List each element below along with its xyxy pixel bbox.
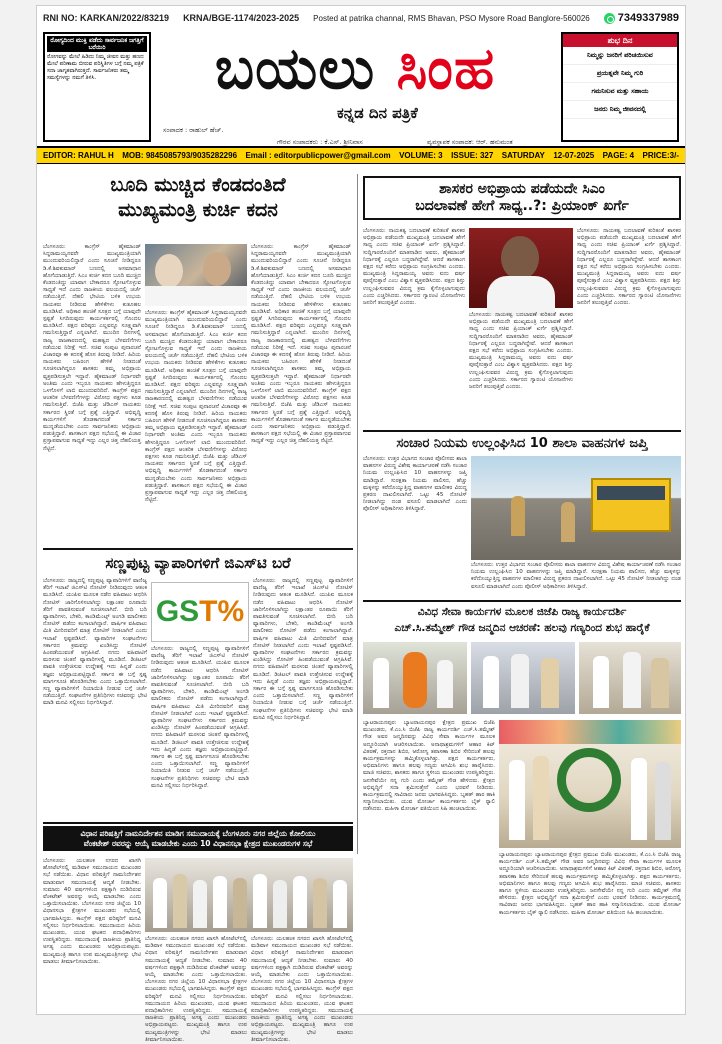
- article-headline: ವಿಧಾನ ಪರಿಷತ್ತಿಗೆ ನಾಮನಿರ್ದೇಶನ ಮಾಡಿಗ ಸಮುದಾಯಕ್ಕೆ ಬೆಂಗಳೂರು ನಗರ ಜಿಲ್ಲೆಯ ಕೋಲಿಯು: [80, 829, 316, 838]
- article-body-cont: ಬ್ಯಾಟರಾಯನಪುರ: ಬ್ಯಾಟರಾಯನಪುರ ಕ್ಷೇತ್ರದ ಪ್ರಮುಖ ಬಿಜೆಪಿ ಮುಖಂಡರು, ಕೆ.ಎಂ.ಸಿ ಬಿಜೆಪಿ ರಾಜ್ಯ ಕಾರ್ಯದರ್ಶಿ ಎಚ್.ಸಿ.ತಮ್ಮೇಶ್ ಗೌಡ ಅವರ ಜನ್ಮದಿನವನ್ನು ವಿವಿಧ ಸೇವಾ ಕಾರ್ಯಗಳ ಮೂಲಕ ಅದ್ದೂರಿಯಾಗಿ ಆಚರಿಸಲಾಯಿತು. ಅನಾಥಾಶ್ರಮಗಳಿಗೆ ಆಹಾರ ಕಿಟ್ ವಿತರಣೆ, ರಕ್ತದಾನ ಶಿಬಿರ, ಆರೋಗ್ಯ ತಪಾಸಣಾ ಶಿಬಿರ ಸೇರಿದಂತೆ ಹಲವು ಕಾರ್ಯಕ್ರಮಗಳನ್ನು ಹಮ್ಮಿಕೊಳ್ಳಲಾಗಿತ್ತು. ಪಕ್ಷದ ಕಾರ್ಯಕರ್ತರು, ಅಭಿಮಾನಿಗಳು ಹಾಗೂ ಹಲವು ಗಣ್ಯರು ಆಗಮಿಸಿ ಶುಭ ಹಾರೈಸಿದರು. ಮಾಜಿ ಸಚಿವರು, ಶಾಸಕರು ಹಾಗೂ ಸ್ಥಳೀಯ ಮುಖಂಡರು ಉಪಸ್ಥಿತರಿದ್ದರು. ಜನಸೇವೆಯೇ ನನ್ನ ಗುರಿ ಎಂದು ತಮ್ಮೇಶ್ ಗೌಡ ಹೇಳಿದರು. ಕ್ಷೇತ್ರದ ಅಭಿವೃದ್ಧಿಗೆ ಸದಾ ಶ್ರಮಿಸುತ್ತೇನೆ ಎಂದು ಭರವಸೆ ನೀಡಿದರು. ಕಾರ್ಯಕ್ರಮದಲ್ಲಿ ಸಾವಿರಾರು ಜನರು ಭಾಗವಹಿಸಿದ್ದರು. ಬೃಹತ್ ಹಾರ ಹಾಕಿ ಸನ್ಮಾನಿಸಲಾಯಿತು. ಯುವ ಮೋರ್ಚಾ ಕಾರ್ಯಕರ್ತರು ಬೈಕ್ ರ‍್ಯಾಲಿ ನಡೆಸಿದರು. ಮಹಿಳಾ ಮೋರ್ಚಾ ವತಿಯಿಂದ ಸಿಹಿ ಹಂಚಲಾಯಿತು.: [499, 852, 681, 916]
- article-body: ಬೆಂಗಳೂರು: ಕಾಂಗ್ರೆಸ್ ಹೈಕಮಾಂಡ್ ಸಿದ್ದರಾಮಯ್ಯನವರೇ ಮುಖ್ಯಮಂತ್ರಿಯಾಗಿ ಮುಂದುವರಿಯಲಿದ್ದಾರೆ ಎಂದು ಸೂಚನೆ ನೀಡಿದ್ದರೂ ಡಿ.ಕೆ.ಶಿವಕುಮಾರ್ ಬಣದಲ್ಲಿ ಅಸಮಾಧಾನ ಹೊಗೆಯಾಡುತ್ತಿದೆ. ಸಿಎಂ ಕುರ್ಚಿ ಕದನ ಬೂದಿ ಮುಚ್ಚಿದ ಕೆಂಡದಂತಿದ್ದು ಯಾವಾಗ ಬೇಕಾದರೂ ಸ್ಫೋಟಗೊಳ್ಳುವ ಸಾಧ್ಯತೆ ಇದೆ ಎಂದು ರಾಜಕೀಯ ವಲಯದಲ್ಲಿ ಚರ್ಚೆ ನಡೆಯುತ್ತಿದೆ. ದೆಹಲಿ ಭೇಟಿಯ ಬಳಿಕ ಉಭಯ ನಾಯಕರು ನೀಡಿರುವ ಹೇಳಿಕೆಗಳು ಕುತೂಹಲ ಮೂಡಿಸಿವೆ. ಅಧಿಕಾರ ಹಂಚಿಕೆ ಸೂತ್ರದ ಬಗ್ಗೆ ಯಾವುದೇ ಸ್ಪಷ್ಟತೆ ಸಿಗದಿರುವುದು ಕಾರ್ಯಕರ್ತರಲ್ಲಿ ಗೊಂದಲ ಮೂಡಿಸಿದೆ. ಪಕ್ಷದ ವರಿಷ್ಠರು ಎಲ್ಲವನ್ನೂ ಸೂಕ್ಷ್ಮವಾಗಿ ಗಮನಿಸುತ್ತಿದ್ದಾರೆ ಎನ್ನಲಾಗಿದೆ. ಮುಂದಿನ ದಿನಗಳಲ್ಲಿ ರಾಜ್ಯ ರಾಜಕಾರಣದಲ್ಲಿ ಮಹತ್ವದ ಬೆಳವಣಿಗೆಗಳು ನಡೆಯುವ ನಿರೀಕ್ಷೆ ಇದೆ. ಸಚಿವ ಸಂಪುಟ ಪುನಾರಚನೆ ವಿಚಾರವೂ ಈ ಕದನಕ್ಕೆ ಹೊಸ ತಿರುವು ನೀಡಿದೆ. ಹಿರಿಯ ನಾಯಕರು ಬಹಿರಂಗ ಹೇಳಿಕೆ ನೀಡದಂತೆ ಸೂಚಿಸಲಾಗಿದ್ದರೂ ಶಾಸಕರು ತಮ್ಮ ಅಭಿಪ್ರಾಯ ವ್ಯಕ್ತಪಡಿಸುತ್ತಲೇ ಇದ್ದಾರೆ. ಹೈಕಮಾಂಡ್ ನಿರ್ಧಾರವೇ ಅಂತಿಮ ಎಂದು ಇಬ್ಬರೂ ನಾಯಕರು ಹೇಳುತ್ತಿದ್ದರೂ ಒಳಗೊಳಗೆ ಲಾಬಿ ಮುಂದುವರಿದಿದೆ. ಕಾಂಗ್ರೆಸ್ ಪಕ್ಷದ ಆಂತರಿಕ ಬೆಳವಣಿಗೆಗಳನ್ನು ವಿರೋಧ ಪಕ್ಷಗಳು ಕೂಡ ಗಮನಿಸುತ್ತಿವೆ. ಬಿಜೆಪಿ ಮತ್ತು ಜೆಡಿಎಸ್ ನಾಯಕರು ಸರ್ಕಾರದ ಸ್ಥಿರತೆ ಬಗ್ಗೆ ಪ್ರಶ್ನೆ ಎತ್ತಿದ್ದಾರೆ. ಅಭಿವೃದ್ಧಿ ಕಾರ್ಯಗಳಿಗೆ ತೊಡಕಾಗದಂತೆ ಸರ್ಕಾರ ಮುನ್ನಡೆಯಬೇಕು ಎಂದು ಸಾರ್ವಜನಿಕರು ಅಭಿಪ್ರಾಯ ಪಡುತ್ತಿದ್ದಾರೆ. ಶಾಸಕಾಂಗ ಪಕ್ಷದ ಸಭೆಯಲ್ಲಿ ಈ ವಿಚಾರ ಪ್ರಸ್ತಾಪವಾಗುವ ಸಾಧ್ಯತೆ ಇದ್ದು ಎಲ್ಲರ ಚಿತ್ತ ದೆಹಲಿಯತ್ತ ನೆಟ್ಟಿದೆ.: [43, 244, 141, 452]
- newspaper-title: [155, 36, 555, 100]
- section-rule: [43, 548, 353, 550]
- school-bus-photo: [471, 456, 681, 560]
- article-body-cont: ಬೆಂಗಳೂರು: ಕಾಂಗ್ರೆಸ್ ಹೈಕಮಾಂಡ್ ಸಿದ್ದರಾಮಯ್ಯನವರೇ ಮುಖ್ಯಮಂತ್ರಿಯಾಗಿ ಮುಂದುವರಿಯಲಿದ್ದಾರೆ ಎಂದು ಸೂಚನೆ ನೀಡಿದ್ದರೂ ಡಿ.ಕೆ.ಶಿವಕುಮಾರ್ ಬಣದಲ್ಲಿ ಅಸಮಾಧಾನ ಹೊಗೆಯಾಡುತ್ತಿದೆ. ಸಿಎಂ ಕುರ್ಚಿ ಕದನ ಬೂದಿ ಮುಚ್ಚಿದ ಕೆಂಡದಂತಿದ್ದು ಯಾವಾಗ ಬೇಕಾದರೂ ಸ್ಫೋಟಗೊಳ್ಳುವ ಸಾಧ್ಯತೆ ಇದೆ ಎಂದು ರಾಜಕೀಯ ವಲಯದಲ್ಲಿ ಚರ್ಚೆ ನಡೆಯುತ್ತಿದೆ. ದೆಹಲಿ ಭೇಟಿಯ ಬಳಿಕ ಉಭಯ ನಾಯಕರು ನೀಡಿರುವ ಹೇಳಿಕೆಗಳು ಕುತೂಹಲ ಮೂಡಿಸಿವೆ. ಅಧಿಕಾರ ಹಂಚಿಕೆ ಸೂತ್ರದ ಬಗ್ಗೆ ಯಾವುದೇ ಸ್ಪಷ್ಟತೆ ಸಿಗದಿರುವುದು ಕಾರ್ಯಕರ್ತರಲ್ಲಿ ಗೊಂದಲ ಮೂಡಿಸಿದೆ. ಪಕ್ಷದ ವರಿಷ್ಠರು ಎಲ್ಲವನ್ನೂ ಸೂಕ್ಷ್ಮವಾಗಿ ಗಮನಿಸುತ್ತಿದ್ದಾರೆ ಎನ್ನಲಾಗಿದೆ. ಮುಂದಿನ ದಿನಗಳಲ್ಲಿ ರಾಜ್ಯ ರಾಜಕಾರಣದಲ್ಲಿ ಮಹತ್ವದ ಬೆಳವಣಿಗೆಗಳು ನಡೆಯುವ ನಿರೀಕ್ಷೆ ಇದೆ. ಸಚಿವ ಸಂಪುಟ ಪುನಾರಚನೆ ವಿಚಾರವೂ ಈ ಕದನಕ್ಕೆ ಹೊಸ ತಿರುವು ನೀಡಿದೆ. ಹಿರಿಯ ನಾಯಕರು ಬಹಿರಂಗ ಹೇಳಿಕೆ ನೀಡದಂತೆ ಸೂಚಿಸಲಾಗಿದ್ದರೂ ಶಾಸಕರು ತಮ್ಮ ಅಭಿಪ್ರಾಯ ವ್ಯಕ್ತಪಡಿಸುತ್ತಲೇ ಇದ್ದಾರೆ. ಹೈಕಮಾಂಡ್ ನಿರ್ಧಾರವೇ ಅಂತಿಮ ಎಂದು ಇಬ್ಬರೂ ನಾಯಕರು ಹೇಳುತ್ತಿದ್ದರೂ ಒಳಗೊಳಗೆ ಲಾಬಿ ಮುಂದುವರಿದಿದೆ. ಕಾಂಗ್ರೆಸ್ ಪಕ್ಷದ ಆಂತರಿಕ ಬೆಳವಣಿಗೆಗಳನ್ನು ವಿರೋಧ ಪಕ್ಷಗಳು ಕೂಡ ಗಮನಿಸುತ್ತಿವೆ. ಬಿಜೆಪಿ ಮತ್ತು ಜೆಡಿಎಸ್ ನಾಯಕರು ಸರ್ಕಾರದ ಸ್ಥಿರತೆ ಬಗ್ಗೆ ಪ್ರಶ್ನೆ ಎತ್ತಿದ್ದಾರೆ. ಅಭಿವೃದ್ಧಿ ಕಾರ್ಯಗಳಿಗೆ ತೊಡಕಾಗದಂತೆ ಸರ್ಕಾರ ಮುನ್ನಡೆಯಬೇಕು ಎಂದು ಸಾರ್ವಜನಿಕರು ಅಭಿಪ್ರಾಯ ಪಡುತ್ತಿದ್ದಾರೆ. ಶಾಸಕಾಂಗ ಪಕ್ಷದ ಸಭೆಯಲ್ಲಿ ಈ ವಿಚಾರ ಪ್ರಸ್ತಾಪವಾಗುವ ಸಾಧ್ಯತೆ ಇದ್ದು ಎಲ್ಲರ ಚಿತ್ತ ದೆಹಲಿಯತ್ತ ನೆಟ್ಟಿದೆ.: [251, 244, 351, 445]
- date: 12-07-2025: [553, 151, 595, 160]
- regional-editor-line: ಗೌರವ ಸಂಪಾದಕರು : ಕೆ.ಎಸ್. ಶ್ರೀನಿವಾಸ: [277, 138, 363, 146]
- section-rule: [43, 822, 353, 824]
- article-body-cont: ಬೆಂಗಳೂರು: ರಾಜ್ಯದಲ್ಲಿ ಸಣ್ಣಪುಟ್ಟ ವ್ಯಾಪಾರಿಗಳಿಗೆ ವಾಣಿಜ್ಯ ತೆರಿಗೆ ಇಲಾಖೆ ಜಿಎಸ್‌ಟಿ ನೋಟಿಸ್ ನೀಡಿರುವುದು ಆತಂಕ ಮೂಡಿಸಿದೆ. ಯುಪಿಐ ಮೂಲಕ ನಡೆದ ವಹಿವಾಟು ಆಧರಿಸಿ ನೋಟಿಸ್ ಜಾರಿಗೊಳಿಸಲಾಗಿದ್ದು ಲಕ್ಷಾಂತರ ರೂಪಾಯಿ ತೆರಿಗೆ ಪಾವತಿಸುವಂತೆ ಸೂಚಿಸಲಾಗಿದೆ. ಬೀದಿ ಬದಿ ವ್ಯಾಪಾರಿಗಳು, ಬೇಕರಿ, ಕಾಂಡಿಮೆಂಟ್ಸ್ ಅಂಗಡಿ ಮಾಲೀಕರು ನೋಟಿಸ್ ಪಡೆದು ಕಂಗಾಲಾಗಿದ್ದಾರೆ. ವಾರ್ಷಿಕ ವಹಿವಾಟು ಮಿತಿ ಮೀರಿದವರಿಗೆ ಮಾತ್ರ ನೋಟಿಸ್ ನೀಡಲಾಗಿದೆ ಎಂದು ಇಲಾಖೆ ಸ್ಪಷ್ಟಪಡಿಸಿದೆ. ವ್ಯಾಪಾರಿಗಳ ಸಂಘಟನೆಗಳು ಸರ್ಕಾರದ ಕ್ರಮವನ್ನು ಖಂಡಿಸಿದ್ದು ನೋಟಿಸ್ ಹಿಂಪಡೆಯುವಂತೆ ಆಗ್ರಹಿಸಿವೆ. ನಗದು ವಹಿವಾಟಿಗೆ ಮರಳುವ ಚಿಂತನೆ ವ್ಯಾಪಾರಿಗಳಲ್ಲಿ ಮೂಡಿದೆ. ಡಿಜಿಟಲ್ ಪಾವತಿ ಉತ್ತೇಜಿಸುವ ಉದ್ದೇಶಕ್ಕೆ ಇದು ಹಿನ್ನಡೆ ಎಂದು ತಜ್ಞರು ಅಭಿಪ್ರಾಯಪಟ್ಟಿದ್ದಾರೆ. ಸರ್ಕಾರ ಈ ಬಗ್ಗೆ ಸ್ಪಷ್ಟ ಮಾರ್ಗಸೂಚಿ ಹೊರಡಿಸಬೇಕು ಎಂದು ಒತ್ತಾಯಿಸಲಾಗಿದೆ. ಸಣ್ಣ ವ್ಯಾಪಾರಿಗಳಿಗೆ ರಿಯಾಯಿತಿ ನೀಡುವ ಬಗ್ಗೆ ಚರ್ಚೆ ನಡೆಯುತ್ತಿದೆ. ಸಂಘಟನೆಗಳ ಪ್ರತಿನಿಧಿಗಳು ಸಚಿವರನ್ನು ಭೇಟಿ ಮಾಡಿ ಮನವಿ ಸಲ್ಲಿಸಲು ನಿರ್ಧರಿಸಿದ್ದಾರೆ.: [151, 646, 249, 789]
- right-box-line: ಪ್ರಯತ್ನವೇ ನಿಮ್ಮ ಗುರಿ: [563, 65, 677, 83]
- event-photo-3: [579, 642, 681, 714]
- whatsapp-icon: [604, 13, 615, 24]
- article-headline: ವಿವಿಧ ಸೇವಾ ಕಾರ್ಯಗಳ ಮೂಲಕ ಜಿಜೆಪಿ ರಾಜ್ಯ ಕಾರ್ಯದರ್ಶಿ: [417, 606, 627, 618]
- article-body-cont: ಬೆಂಗಳೂರು: ನಾಯಕತ್ವ ಬದಲಾವಣೆ ಕುರಿತಂತೆ ಶಾಸಕರ ಅಭಿಪ್ರಾಯ ಪಡೆಯದೇ ಮುಖ್ಯಮಂತ್ರಿ ಬದಲಾವಣೆ ಹೇಗೆ ಸಾಧ್ಯ ಎಂದು ಸಚಿವ ಪ್ರಿಯಾಂಕ್ ಖರ್ಗೆ ಪ್ರಶ್ನಿಸಿದ್ದಾರೆ. ಸುದ್ದಿಗಾರರೊಂದಿಗೆ ಮಾತನಾಡಿದ ಅವರು, ಹೈಕಮಾಂಡ್ ನಿರ್ಧಾರಕ್ಕೆ ಎಲ್ಲರೂ ಬದ್ಧರಾಗಿದ್ದೇವೆ. ಆದರೆ ಶಾಸಕಾಂಗ ಪಕ್ಷದ ಸಭೆ ಕರೆದು ಅಭಿಪ್ರಾಯ ಸಂಗ್ರಹಿಸಬೇಕು ಎಂದರು. ಮುಖ್ಯಮಂತ್ರಿ ಸಿದ್ದರಾಮಯ್ಯ ಅವರು ಐದು ವರ್ಷ ಪೂರೈಸುತ್ತಾರೆ ಎಂಬ ವಿಶ್ವಾಸ ವ್ಯಕ್ತಪಡಿಸಿದರು. ಪಕ್ಷದ ಶಿಸ್ತು ಉಲ್ಲಂಘಿಸುವವರ ವಿರುದ್ಧ ಕ್ರಮ ಕೈಗೊಳ್ಳಲಾಗುವುದು ಎಂದು ಎಚ್ಚರಿಸಿದರು. ಸರ್ಕಾರದ ಗ್ಯಾರಂಟಿ ಯೋಜನೆಗಳು ಜನರಿಗೆ ತಲುಪುತ್ತಿವೆ ಎಂದರು.: [577, 228, 681, 307]
- right-box-line: ಗಮನಿಸುವ ಮತ್ತು ಸಹಾಯ: [563, 83, 677, 101]
- article-body-cont: ಬೆಂಗಳೂರು: ಉತ್ತರ ವಿಭಾಗದ ಸಂಚಾರ ಪೊಲೀಸರು ಶಾಲಾ ವಾಹನಗಳ ವಿರುದ್ಧ ವಿಶೇಷ ಕಾರ್ಯಾಚರಣೆ ನಡೆಸಿ ಸಂಚಾರ ನಿಯಮ ಉಲ್ಲಂಘಿಸಿದ 10 ವಾಹನಗಳನ್ನು ಜಪ್ತಿ ಮಾಡಿದ್ದಾರೆ. ಸುರಕ್ಷತಾ ನಿಯಮ ಪಾಲಿಸದ, ಹೆಚ್ಚು ಮಕ್ಕಳನ್ನು ಕರೆದೊಯ್ಯುತ್ತಿದ್ದ ವಾಹನಗಳ ಮಾಲೀಕರ ವಿರುದ್ಧ ಪ್ರಕರಣ ದಾಖಲಿಸಲಾಗಿದೆ. ಒಟ್ಟು 45 ನೋಟಿಸ್ ನೀಡಲಾಗಿದ್ದು ದಂಡ ವಸೂಲಿ ಮಾಡಲಾಗಿದೆ ಎಂದು ಪೊಲೀಸ್ ಅಧಿಕಾರಿಗಳು ತಿಳಿಸಿದ್ದಾರೆ.: [471, 562, 681, 590]
- price: PRICE:3/-: [642, 151, 679, 160]
- article-body-cont: ಬೆಂಗಳೂರು: ಯಲಹಂಕ ನಗರದ ಖಾಸಗಿ ಹೋಟೆಲ್‌ನಲ್ಲಿ ಮಡಿವಾಳ ಸಮುದಾಯದ ಮುಖಂಡರ ಸಭೆ ನಡೆಯಿತು. ವಿಧಾನ ಪರಿಷತ್ತಿಗೆ ನಾಮನಿರ್ದೇಶನ ಮಾಡುವಾಗ ಸಮುದಾಯಕ್ಕೆ ಆದ್ಯತೆ ನೀಡಬೇಕು. ಸುಮಾರು 40 ವರ್ಷಗಳಿಂದ ಪಕ್ಷಕ್ಕಾಗಿ ದುಡಿದಿರುವ ವೆಂಕಟೇಶ್ ಅವರನ್ನು ಆಯ್ಕೆ ಮಾಡಬೇಕು ಎಂದು ಒತ್ತಾಯಿಸಲಾಯಿತು. ಬೆಂಗಳೂರು ನಗರ ಜಿಲ್ಲೆಯ 10 ವಿಧಾನಸಭಾ ಕ್ಷೇತ್ರಗಳ ಮುಖಂಡರು ಸಭೆಯಲ್ಲಿ ಭಾಗವಹಿಸಿದ್ದರು. ಕಾಂಗ್ರೆಸ್ ಪಕ್ಷದ ವರಿಷ್ಠರಿಗೆ ಮನವಿ ಸಲ್ಲಿಸಲು ನಿರ್ಧರಿಸಲಾಯಿತು. ಸಮುದಾಯದ ಹಿರಿಯ ಮುಖಂಡರು, ಯುವ ಘಟಕದ ಪದಾಧಿಕಾರಿಗಳು ಉಪಸ್ಥಿತರಿದ್ದರು. ಸಮುದಾಯಕ್ಕೆ ರಾಜಕೀಯ ಪ್ರಾತಿನಿಧ್ಯ ಅಗತ್ಯ ಎಂದು ಮುಖಂಡರು ಅಭಿಪ್ರಾಯಪಟ್ಟರು. ಮುಖ್ಯಮಂತ್ರಿ ಹಾಗೂ ಉಪ ಮುಖ್ಯಮಂತ್ರಿಗಳನ್ನು ಭೇಟಿ ಮಾಡಲು ತೀರ್ಮಾನಿಸಲಾಯಿತು.: [251, 936, 353, 1043]
- editor-line: ಸಂಪಾದಕ : ರಾಹುಲ್ ಹೆಚ್.: [163, 126, 224, 134]
- article-headline: ಮುಖ್ಯಮಂತ್ರಿ ಕುರ್ಚಿ ಕದನ: [118, 198, 278, 221]
- masthead-left-box: [43, 32, 151, 142]
- newspaper-subtitle: ಕನ್ನಡ ದಿನ ಪತ್ರಿಕೆ: [337, 104, 418, 122]
- article-council-banner: [43, 826, 353, 851]
- day: SATURDAY: [501, 151, 545, 160]
- newspaper-page: [36, 5, 686, 1043]
- column-divider: [357, 174, 358, 854]
- masthead-right-box: [561, 32, 679, 142]
- issue: ISSUE: 327: [451, 151, 494, 160]
- article-body: ಬೆಂಗಳೂರು: ರಾಜ್ಯದಲ್ಲಿ ಸಣ್ಣಪುಟ್ಟ ವ್ಯಾಪಾರಿಗಳಿಗೆ ವಾಣಿಜ್ಯ ತೆರಿಗೆ ಇಲಾಖೆ ಜಿಎಸ್‌ಟಿ ನೋಟಿಸ್ ನೀಡಿರುವುದು ಆತಂಕ ಮೂಡಿಸಿದೆ. ಯುಪಿಐ ಮೂಲಕ ನಡೆದ ವಹಿವಾಟು ಆಧರಿಸಿ ನೋಟಿಸ್ ಜಾರಿಗೊಳಿಸಲಾಗಿದ್ದು ಲಕ್ಷಾಂತರ ರೂಪಾಯಿ ತೆರಿಗೆ ಪಾವತಿಸುವಂತೆ ಸೂಚಿಸಲಾಗಿದೆ. ಬೀದಿ ಬದಿ ವ್ಯಾಪಾರಿಗಳು, ಬೇಕರಿ, ಕಾಂಡಿಮೆಂಟ್ಸ್ ಅಂಗಡಿ ಮಾಲೀಕರು ನೋಟಿಸ್ ಪಡೆದು ಕಂಗಾಲಾಗಿದ್ದಾರೆ. ವಾರ್ಷಿಕ ವಹಿವಾಟು ಮಿತಿ ಮೀರಿದವರಿಗೆ ಮಾತ್ರ ನೋಟಿಸ್ ನೀಡಲಾಗಿದೆ ಎಂದು ಇಲಾಖೆ ಸ್ಪಷ್ಟಪಡಿಸಿದೆ. ವ್ಯಾಪಾರಿಗಳ ಸಂಘಟನೆಗಳು ಸರ್ಕಾರದ ಕ್ರಮವನ್ನು ಖಂಡಿಸಿದ್ದು ನೋಟಿಸ್ ಹಿಂಪಡೆಯುವಂತೆ ಆಗ್ರಹಿಸಿವೆ. ನಗದು ವಹಿವಾಟಿಗೆ ಮರಳುವ ಚಿಂತನೆ ವ್ಯಾಪಾರಿಗಳಲ್ಲಿ ಮೂಡಿದೆ. ಡಿಜಿಟಲ್ ಪಾವತಿ ಉತ್ತೇಜಿಸುವ ಉದ್ದೇಶಕ್ಕೆ ಇದು ಹಿನ್ನಡೆ ಎಂದು ತಜ್ಞರು ಅಭಿಪ್ರಾಯಪಟ್ಟಿದ್ದಾರೆ. ಸರ್ಕಾರ ಈ ಬಗ್ಗೆ ಸ್ಪಷ್ಟ ಮಾರ್ಗಸೂಚಿ ಹೊರಡಿಸಬೇಕು ಎಂದು ಒತ್ತಾಯಿಸಲಾಗಿದೆ. ಸಣ್ಣ ವ್ಯಾಪಾರಿಗಳಿಗೆ ರಿಯಾಯಿತಿ ನೀಡುವ ಬಗ್ಗೆ ಚರ್ಚೆ ನಡೆಯುತ್ತಿದೆ. ಸಂಘಟನೆಗಳ ಪ್ರತಿನಿಧಿಗಳು ಸಚಿವರನ್ನು ಭೇಟಿ ಮಾಡಿ ಮನವಿ ಸಲ್ಲಿಸಲು ನಿರ್ಧರಿಸಿದ್ದಾರೆ.: [43, 578, 147, 707]
- article-headline: ಶಾಸಕರ ಅಭಿಪ್ರಾಯ ಪಡೆಯದೇ ಸಿಎಂ: [439, 181, 605, 197]
- right-box-line: ಜನರು ನಿಮ್ಮ ಜೀವನದಲ್ಲಿ: [563, 101, 677, 119]
- volume: VOLUME: 3: [399, 151, 443, 160]
- article-body: ಬೆಂಗಳೂರು: ನಾಯಕತ್ವ ಬದಲಾವಣೆ ಕುರಿತಂತೆ ಶಾಸಕರ ಅಭಿಪ್ರಾಯ ಪಡೆಯದೇ ಮುಖ್ಯಮಂತ್ರಿ ಬದಲಾವಣೆ ಹೇಗೆ ಸಾಧ್ಯ ಎಂದು ಸಚಿವ ಪ್ರಿಯಾಂಕ್ ಖರ್ಗೆ ಪ್ರಶ್ನಿಸಿದ್ದಾರೆ. ಸುದ್ದಿಗಾರರೊಂದಿಗೆ ಮಾತನಾಡಿದ ಅವರು, ಹೈಕಮಾಂಡ್ ನಿರ್ಧಾರಕ್ಕೆ ಎಲ್ಲರೂ ಬದ್ಧರಾಗಿದ್ದೇವೆ. ಆದರೆ ಶಾಸಕಾಂಗ ಪಕ್ಷದ ಸಭೆ ಕರೆದು ಅಭಿಪ್ರಾಯ ಸಂಗ್ರಹಿಸಬೇಕು ಎಂದರು. ಮುಖ್ಯಮಂತ್ರಿ ಸಿದ್ದರಾಮಯ್ಯ ಅವರು ಐದು ವರ್ಷ ಪೂರೈಸುತ್ತಾರೆ ಎಂಬ ವಿಶ್ವಾಸ ವ್ಯಕ್ತಪಡಿಸಿದರು. ಪಕ್ಷದ ಶಿಸ್ತು ಉಲ್ಲಂಘಿಸುವವರ ವಿರುದ್ಧ ಕ್ರಮ ಕೈಗೊಳ್ಳಲಾಗುವುದು ಎಂದು ಎಚ್ಚರಿಸಿದರು. ಸರ್ಕಾರದ ಗ್ಯಾರಂಟಿ ಯೋಜನೆಗಳು ಜನರಿಗೆ ತಲುಪುತ್ತಿವೆ ಎಂದರು.: [363, 228, 465, 307]
- article-headline: ಬದಲಾವಣೆ ಹೇಗೆ ಸಾಧ್ಯ..?: ಪ್ರಿಯಾಂಕ್ ಖರ್ಗೆ: [415, 197, 629, 214]
- politicians-photo: [145, 244, 247, 306]
- email-address[interactable]: Email : editorpublicpower@gmail.com: [245, 151, 391, 160]
- title-word-1: ಬಯಲು: [214, 34, 376, 102]
- page-number: PAGE: 4: [602, 151, 635, 160]
- info-bar: [37, 148, 685, 164]
- krna-number: KRNA/BGE-1174/2023-2025: [183, 13, 300, 23]
- gst-logo: [151, 582, 249, 642]
- posted-at: Posted at patrika channal, RMS Bhavan, PSO Mysore Road Banglore-560026: [313, 13, 590, 23]
- section-rule: [363, 600, 681, 602]
- gst-logo-text: GST%: [155, 595, 245, 628]
- article-body: ಬೆಂಗಳೂರು: ಉತ್ತರ ವಿಭಾಗದ ಸಂಚಾರ ಪೊಲೀಸರು ಶಾಲಾ ವಾಹನಗಳ ವಿರುದ್ಧ ವಿಶೇಷ ಕಾರ್ಯಾಚರಣೆ ನಡೆಸಿ ಸಂಚಾರ ನಿಯಮ ಉಲ್ಲಂಘಿಸಿದ 10 ವಾಹನಗಳನ್ನು ಜಪ್ತಿ ಮಾಡಿದ್ದಾರೆ. ಸುರಕ್ಷತಾ ನಿಯಮ ಪಾಲಿಸದ, ಹೆಚ್ಚು ಮಕ್ಕಳನ್ನು ಕರೆದೊಯ್ಯುತ್ತಿದ್ದ ವಾಹನಗಳ ಮಾಲೀಕರ ವಿರುದ್ಧ ಪ್ರಕರಣ ದಾಖಲಿಸಲಾಗಿದೆ. ಒಟ್ಟು 45 ನೋಟಿಸ್ ನೀಡಲಾಗಿದ್ದು ದಂಡ ವಸೂಲಿ ಮಾಡಲಾಗಿದೆ ಎಂದು ಪೊಲೀಸ್ ಅಧಿಕಾರಿಗಳು ತಿಳಿಸಿದ್ದಾರೆ.: [363, 456, 467, 513]
- article-body-cont: ಬೆಂಗಳೂರು: ಯಲಹಂಕ ನಗರದ ಖಾಸಗಿ ಹೋಟೆಲ್‌ನಲ್ಲಿ ಮಡಿವಾಳ ಸಮುದಾಯದ ಮುಖಂಡರ ಸಭೆ ನಡೆಯಿತು. ವಿಧಾನ ಪರಿಷತ್ತಿಗೆ ನಾಮನಿರ್ದೇಶನ ಮಾಡುವಾಗ ಸಮುದಾಯಕ್ಕೆ ಆದ್ಯತೆ ನೀಡಬೇಕು. ಸುಮಾರು 40 ವರ್ಷಗಳಿಂದ ಪಕ್ಷಕ್ಕಾಗಿ ದುಡಿದಿರುವ ವೆಂಕಟೇಶ್ ಅವರನ್ನು ಆಯ್ಕೆ ಮಾಡಬೇಕು ಎಂದು ಒತ್ತಾಯಿಸಲಾಯಿತು. ಬೆಂಗಳೂರು ನಗರ ಜಿಲ್ಲೆಯ 10 ವಿಧಾನಸಭಾ ಕ್ಷೇತ್ರಗಳ ಮುಖಂಡರು ಸಭೆಯಲ್ಲಿ ಭಾಗವಹಿಸಿದ್ದರು. ಕಾಂಗ್ರೆಸ್ ಪಕ್ಷದ ವರಿಷ್ಠರಿಗೆ ಮನವಿ ಸಲ್ಲಿಸಲು ನಿರ್ಧರಿಸಲಾಯಿತು. ಸಮುದಾಯದ ಹಿರಿಯ ಮುಖಂಡರು, ಯುವ ಘಟಕದ ಪದಾಧಿಕಾರಿಗಳು ಉಪಸ್ಥಿತರಿದ್ದರು. ಸಮುದಾಯಕ್ಕೆ ರಾಜಕೀಯ ಪ್ರಾತಿನಿಧ್ಯ ಅಗತ್ಯ ಎಂದು ಮುಖಂಡರು ಅಭಿಪ್ರಾಯಪಟ್ಟರು. ಮುಖ್ಯಮಂತ್ರಿ ಹಾಗೂ ಉಪ ಮುಖ್ಯಮಂತ್ರಿಗಳನ್ನು ಭೇಟಿ ಮಾಡಲು ತೀರ್ಮಾನಿಸಲಾಯಿತು.: [145, 936, 247, 1043]
- article-headline: ಸಂಚಾರ ನಿಯಮ ಉಲ್ಲಂಘಿಸಿದ 10 ಶಾಲಾ ವಾಹನಗಳ ಜಪ್ತಿ: [396, 436, 648, 451]
- right-box-title: ಶುಭ ದಿನ: [563, 34, 677, 47]
- article-headline: ವೆಂಕಟೇಶ್ ರವರನ್ನು ಆಯ್ಕೆ ಮಾಡಬೇಕು ಎಂದು 10 ವಿಧಾನಸಭಾ ಕ್ಷೇತ್ರದ ಮುಖಂಡರುಗಳ ಸಭೆ: [83, 839, 313, 848]
- top-strip: [37, 6, 685, 30]
- manager-line: ವ್ಯವಸ್ಥಾಪಕ ಸಂಪಾದಕ: ಆರ್. ಹನುಮಂತ: [427, 138, 513, 146]
- garland-felicitation-photo: [499, 720, 681, 848]
- mobile-numbers: MOB: 9845085793/9035282296: [122, 151, 238, 160]
- article-body: ಬ್ಯಾಟರಾಯನಪುರ: ಬ್ಯಾಟರಾಯನಪುರ ಕ್ಷೇತ್ರದ ಪ್ರಮುಖ ಬಿಜೆಪಿ ಮುಖಂಡರು, ಕೆ.ಎಂ.ಸಿ ಬಿಜೆಪಿ ರಾಜ್ಯ ಕಾರ್ಯದರ್ಶಿ ಎಚ್.ಸಿ.ತಮ್ಮೇಶ್ ಗೌಡ ಅವರ ಜನ್ಮದಿನವನ್ನು ವಿವಿಧ ಸೇವಾ ಕಾರ್ಯಗಳ ಮೂಲಕ ಅದ್ದೂರಿಯಾಗಿ ಆಚರಿಸಲಾಯಿತು. ಅನಾಥಾಶ್ರಮಗಳಿಗೆ ಆಹಾರ ಕಿಟ್ ವಿತರಣೆ, ರಕ್ತದಾನ ಶಿಬಿರ, ಆರೋಗ್ಯ ತಪಾಸಣಾ ಶಿಬಿರ ಸೇರಿದಂತೆ ಹಲವು ಕಾರ್ಯಕ್ರಮಗಳನ್ನು ಹಮ್ಮಿಕೊಳ್ಳಲಾಗಿತ್ತು. ಪಕ್ಷದ ಕಾರ್ಯಕರ್ತರು, ಅಭಿಮಾನಿಗಳು ಹಾಗೂ ಹಲವು ಗಣ್ಯರು ಆಗಮಿಸಿ ಶುಭ ಹಾರೈಸಿದರು. ಮಾಜಿ ಸಚಿವರು, ಶಾಸಕರು ಹಾಗೂ ಸ್ಥಳೀಯ ಮುಖಂಡರು ಉಪಸ್ಥಿತರಿದ್ದರು. ಜನಸೇವೆಯೇ ನನ್ನ ಗುರಿ ಎಂದು ತಮ್ಮೇಶ್ ಗೌಡ ಹೇಳಿದರು. ಕ್ಷೇತ್ರದ ಅಭಿವೃದ್ಧಿಗೆ ಸದಾ ಶ್ರಮಿಸುತ್ತೇನೆ ಎಂದು ಭರವಸೆ ನೀಡಿದರು. ಕಾರ್ಯಕ್ರಮದಲ್ಲಿ ಸಾವಿರಾರು ಜನರು ಭಾಗವಹಿಸಿದ್ದರು. ಬೃಹತ್ ಹಾರ ಹಾಕಿ ಸನ್ಮಾನಿಸಲಾಯಿತು. ಯುವ ಮೋರ್ಚಾ ಕಾರ್ಯಕರ್ತರು ಬೈಕ್ ರ‍್ಯಾಲಿ ನಡೆಸಿದರು. ಮಹಿಳಾ ಮೋರ್ಚಾ ವತಿಯಿಂದ ಸಿಹಿ ಹಂಚಲಾಯಿತು.: [363, 720, 495, 813]
- phone-number: 7349337989: [604, 12, 679, 24]
- event-photo-1: [363, 642, 467, 714]
- title-word-2: ಸಿಂಹ: [396, 34, 496, 102]
- meeting-photo: [145, 858, 353, 932]
- masthead: [37, 30, 685, 148]
- event-photo-2: [471, 642, 575, 714]
- left-box-text: ರೋಗವನ್ನು ಮೇಲೆ ಹಿಡಿದು ನಿಮ್ಮ ಜೀವನ ಮತ್ತು ಹಣದ ಮೇಲೆ ಪರಿಣಾಮ ಬೀರುವ ಪರಿಸ್ಥಿತಿಗಳ ಬಗ್ಗೆ ನಮ್ಮ ಪತ್ರಿಕೆ ಸದಾ ಜಾಗೃತವಾಗಿರುತ್ತದೆ. ಸಾರ್ವಜನಿಕರು ತಮ್ಮ ಸಮಸ್ಯೆಗಳನ್ನು ನಮಗೆ ತಿಳಿಸಿ.: [47, 54, 144, 81]
- left-box-title: ರೋಗ್ಯದಿಂದ ಮುಕ್ತಿ ಪಡೆದು ಸಾರ್ವಜನಿಕ ಜಗತ್ತಿಗೆ ಬರೆಯಿರಿ: [47, 36, 147, 52]
- article-body-cont: ಬೆಂಗಳೂರು: ಕಾಂಗ್ರೆಸ್ ಹೈಕಮಾಂಡ್ ಸಿದ್ದರಾಮಯ್ಯನವರೇ ಮುಖ್ಯಮಂತ್ರಿಯಾಗಿ ಮುಂದುವರಿಯಲಿದ್ದಾರೆ ಎಂದು ಸೂಚನೆ ನೀಡಿದ್ದರೂ ಡಿ.ಕೆ.ಶಿವಕುಮಾರ್ ಬಣದಲ್ಲಿ ಅಸಮಾಧಾನ ಹೊಗೆಯಾಡುತ್ತಿದೆ. ಸಿಎಂ ಕುರ್ಚಿ ಕದನ ಬೂದಿ ಮುಚ್ಚಿದ ಕೆಂಡದಂತಿದ್ದು ಯಾವಾಗ ಬೇಕಾದರೂ ಸ್ಫೋಟಗೊಳ್ಳುವ ಸಾಧ್ಯತೆ ಇದೆ ಎಂದು ರಾಜಕೀಯ ವಲಯದಲ್ಲಿ ಚರ್ಚೆ ನಡೆಯುತ್ತಿದೆ. ದೆಹಲಿ ಭೇಟಿಯ ಬಳಿಕ ಉಭಯ ನಾಯಕರು ನೀಡಿರುವ ಹೇಳಿಕೆಗಳು ಕುತೂಹಲ ಮೂಡಿಸಿವೆ. ಅಧಿಕಾರ ಹಂಚಿಕೆ ಸೂತ್ರದ ಬಗ್ಗೆ ಯಾವುದೇ ಸ್ಪಷ್ಟತೆ ಸಿಗದಿರುವುದು ಕಾರ್ಯಕರ್ತರಲ್ಲಿ ಗೊಂದಲ ಮೂಡಿಸಿದೆ. ಪಕ್ಷದ ವರಿಷ್ಠರು ಎಲ್ಲವನ್ನೂ ಸೂಕ್ಷ್ಮವಾಗಿ ಗಮನಿಸುತ್ತಿದ್ದಾರೆ ಎನ್ನಲಾಗಿದೆ. ಮುಂದಿನ ದಿನಗಳಲ್ಲಿ ರಾಜ್ಯ ರಾಜಕಾರಣದಲ್ಲಿ ಮಹತ್ವದ ಬೆಳವಣಿಗೆಗಳು ನಡೆಯುವ ನಿರೀಕ್ಷೆ ಇದೆ. ಸಚಿವ ಸಂಪುಟ ಪುನಾರಚನೆ ವಿಚಾರವೂ ಈ ಕದನಕ್ಕೆ ಹೊಸ ತಿರುವು ನೀಡಿದೆ. ಹಿರಿಯ ನಾಯಕರು ಬಹಿರಂಗ ಹೇಳಿಕೆ ನೀಡದಂತೆ ಸೂಚಿಸಲಾಗಿದ್ದರೂ ಶಾಸಕರು ತಮ್ಮ ಅಭಿಪ್ರಾಯ ವ್ಯಕ್ತಪಡಿಸುತ್ತಲೇ ಇದ್ದಾರೆ. ಹೈಕಮಾಂಡ್ ನಿರ್ಧಾರವೇ ಅಂತಿಮ ಎಂದು ಇಬ್ಬರೂ ನಾಯಕರು ಹೇಳುತ್ತಿದ್ದರೂ ಒಳಗೊಳಗೆ ಲಾಬಿ ಮುಂದುವರಿದಿದೆ. ಕಾಂಗ್ರೆಸ್ ಪಕ್ಷದ ಆಂತರಿಕ ಬೆಳವಣಿಗೆಗಳನ್ನು ವಿರೋಧ ಪಕ್ಷಗಳು ಕೂಡ ಗಮನಿಸುತ್ತಿವೆ. ಬಿಜೆಪಿ ಮತ್ತು ಜೆಡಿಎಸ್ ನಾಯಕರು ಸರ್ಕಾರದ ಸ್ಥಿರತೆ ಬಗ್ಗೆ ಪ್ರಶ್ನೆ ಎತ್ತಿದ್ದಾರೆ. ಅಭಿವೃದ್ಧಿ ಕಾರ್ಯಗಳಿಗೆ ತೊಡಕಾಗದಂತೆ ಸರ್ಕಾರ ಮುನ್ನಡೆಯಬೇಕು ಎಂದು ಸಾರ್ವಜನಿಕರು ಅಭಿಪ್ರಾಯ ಪಡುತ್ತಿದ್ದಾರೆ. ಶಾಸಕಾಂಗ ಪಕ್ಷದ ಸಭೆಯಲ್ಲಿ ಈ ವಿಚಾರ ಪ್ರಸ್ತಾಪವಾಗುವ ಸಾಧ್ಯತೆ ಇದ್ದು ಎಲ್ಲರ ಚಿತ್ತ ದೆಹಲಿಯತ್ತ ನೆಟ್ಟಿದೆ.: [145, 310, 247, 504]
- right-box-line: ನಿಮ್ಮನ್ನು ಜನರಿಗೆ ಪರಿಚಯಿಸುವ: [563, 47, 677, 65]
- rni-number: RNI NO: KARKAN/2022/83219: [43, 13, 170, 23]
- article-headline: ಸಣ್ಣಪುಟ್ಟ ವ್ಯಾಪಾರಿಗಳಿಗೆ ಜಿಎಸ್‌ಟಿ ಬರೆ: [105, 554, 291, 572]
- editor-name: EDITOR: RAHUL H: [43, 151, 114, 160]
- article-headline: ಎಚ್.ಸಿ.ತಮ್ಮೇಶ್ ಗೌಡ ಜನ್ಮದಿನ ಆಚರಣೆ: ಹಲವು ಗಣ್ಯರಿಂದ ಶುಭ ಹಾರೈಕೆ: [394, 622, 650, 634]
- section-rule: [363, 430, 681, 432]
- article-body: ಬೆಂಗಳೂರು: ಯಲಹಂಕ ನಗರದ ಖಾಸಗಿ ಹೋಟೆಲ್‌ನಲ್ಲಿ ಮಡಿವಾಳ ಸಮುದಾಯದ ಮುಖಂಡರ ಸಭೆ ನಡೆಯಿತು. ವಿಧಾನ ಪರಿಷತ್ತಿಗೆ ನಾಮನಿರ್ದೇಶನ ಮಾಡುವಾಗ ಸಮುದಾಯಕ್ಕೆ ಆದ್ಯತೆ ನೀಡಬೇಕು. ಸುಮಾರು 40 ವರ್ಷಗಳಿಂದ ಪಕ್ಷಕ್ಕಾಗಿ ದುಡಿದಿರುವ ವೆಂಕಟೇಶ್ ಅವರನ್ನು ಆಯ್ಕೆ ಮಾಡಬೇಕು ಎಂದು ಒತ್ತಾಯಿಸಲಾಯಿತು. ಬೆಂಗಳೂರು ನಗರ ಜಿಲ್ಲೆಯ 10 ವಿಧಾನಸಭಾ ಕ್ಷೇತ್ರಗಳ ಮುಖಂಡರು ಸಭೆಯಲ್ಲಿ ಭಾಗವಹಿಸಿದ್ದರು. ಕಾಂಗ್ರೆಸ್ ಪಕ್ಷದ ವರಿಷ್ಠರಿಗೆ ಮನವಿ ಸಲ್ಲಿಸಲು ನಿರ್ಧರಿಸಲಾಯಿತು. ಸಮುದಾಯದ ಹಿರಿಯ ಮುಖಂಡರು, ಯುವ ಘಟಕದ ಪದಾಧಿಕಾರಿಗಳು ಉಪಸ್ಥಿತರಿದ್ದರು. ಸಮುದಾಯಕ್ಕೆ ರಾಜಕೀಯ ಪ್ರಾತಿನಿಧ್ಯ ಅಗತ್ಯ ಎಂದು ಮುಖಂಡರು ಅಭಿಪ್ರಾಯಪಟ್ಟರು. ಮುಖ್ಯಮಂತ್ರಿ ಹಾಗೂ ಉಪ ಮುಖ್ಯಮಂತ್ರಿಗಳನ್ನು ಭೇಟಿ ಮಾಡಲು ತೀರ್ಮಾನಿಸಲಾಯಿತು.: [43, 858, 141, 965]
- article-kharge: [363, 176, 681, 220]
- article-cm-chair: [43, 174, 353, 222]
- article-headline: ಬೂದಿ ಮುಚ್ಚಿದ ಕೆಂಡದಂತಿದೆ: [110, 174, 286, 196]
- priyank-kharge-photo: [469, 228, 573, 308]
- article-body-cont: ಬೆಂಗಳೂರು: ರಾಜ್ಯದಲ್ಲಿ ಸಣ್ಣಪುಟ್ಟ ವ್ಯಾಪಾರಿಗಳಿಗೆ ವಾಣಿಜ್ಯ ತೆರಿಗೆ ಇಲಾಖೆ ಜಿಎಸ್‌ಟಿ ನೋಟಿಸ್ ನೀಡಿರುವುದು ಆತಂಕ ಮೂಡಿಸಿದೆ. ಯುಪಿಐ ಮೂಲಕ ನಡೆದ ವಹಿವಾಟು ಆಧರಿಸಿ ನೋಟಿಸ್ ಜಾರಿಗೊಳಿಸಲಾಗಿದ್ದು ಲಕ್ಷಾಂತರ ರೂಪಾಯಿ ತೆರಿಗೆ ಪಾವತಿಸುವಂತೆ ಸೂಚಿಸಲಾಗಿದೆ. ಬೀದಿ ಬದಿ ವ್ಯಾಪಾರಿಗಳು, ಬೇಕರಿ, ಕಾಂಡಿಮೆಂಟ್ಸ್ ಅಂಗಡಿ ಮಾಲೀಕರು ನೋಟಿಸ್ ಪಡೆದು ಕಂಗಾಲಾಗಿದ್ದಾರೆ. ವಾರ್ಷಿಕ ವಹಿವಾಟು ಮಿತಿ ಮೀರಿದವರಿಗೆ ಮಾತ್ರ ನೋಟಿಸ್ ನೀಡಲಾಗಿದೆ ಎಂದು ಇಲಾಖೆ ಸ್ಪಷ್ಟಪಡಿಸಿದೆ. ವ್ಯಾಪಾರಿಗಳ ಸಂಘಟನೆಗಳು ಸರ್ಕಾರದ ಕ್ರಮವನ್ನು ಖಂಡಿಸಿದ್ದು ನೋಟಿಸ್ ಹಿಂಪಡೆಯುವಂತೆ ಆಗ್ರಹಿಸಿವೆ. ನಗದು ವಹಿವಾಟಿಗೆ ಮರಳುವ ಚಿಂತನೆ ವ್ಯಾಪಾರಿಗಳಲ್ಲಿ ಮೂಡಿದೆ. ಡಿಜಿಟಲ್ ಪಾವತಿ ಉತ್ತೇಜಿಸುವ ಉದ್ದೇಶಕ್ಕೆ ಇದು ಹಿನ್ನಡೆ ಎಂದು ತಜ್ಞರು ಅಭಿಪ್ರಾಯಪಟ್ಟಿದ್ದಾರೆ. ಸರ್ಕಾರ ಈ ಬಗ್ಗೆ ಸ್ಪಷ್ಟ ಮಾರ್ಗಸೂಚಿ ಹೊರಡಿಸಬೇಕು ಎಂದು ಒತ್ತಾಯಿಸಲಾಗಿದೆ. ಸಣ್ಣ ವ್ಯಾಪಾರಿಗಳಿಗೆ ರಿಯಾಯಿತಿ ನೀಡುವ ಬಗ್ಗೆ ಚರ್ಚೆ ನಡೆಯುತ್ತಿದೆ. ಸಂಘಟನೆಗಳ ಪ್ರತಿನಿಧಿಗಳು ಸಚಿವರನ್ನು ಭೇಟಿ ಮಾಡಿ ಮನವಿ ಸಲ್ಲಿಸಲು ನಿರ್ಧರಿಸಿದ್ದಾರೆ.: [253, 578, 353, 721]
- article-body-cont: ಬೆಂಗಳೂರು: ನಾಯಕತ್ವ ಬದಲಾವಣೆ ಕುರಿತಂತೆ ಶಾಸಕರ ಅಭಿಪ್ರಾಯ ಪಡೆಯದೇ ಮುಖ್ಯಮಂತ್ರಿ ಬದಲಾವಣೆ ಹೇಗೆ ಸಾಧ್ಯ ಎಂದು ಸಚಿವ ಪ್ರಿಯಾಂಕ್ ಖರ್ಗೆ ಪ್ರಶ್ನಿಸಿದ್ದಾರೆ. ಸುದ್ದಿಗಾರರೊಂದಿಗೆ ಮಾತನಾಡಿದ ಅವರು, ಹೈಕಮಾಂಡ್ ನಿರ್ಧಾರಕ್ಕೆ ಎಲ್ಲರೂ ಬದ್ಧರಾಗಿದ್ದೇವೆ. ಆದರೆ ಶಾಸಕಾಂಗ ಪಕ್ಷದ ಸಭೆ ಕರೆದು ಅಭಿಪ್ರಾಯ ಸಂಗ್ರಹಿಸಬೇಕು ಎಂದರು. ಮುಖ್ಯಮಂತ್ರಿ ಸಿದ್ದರಾಮಯ್ಯ ಅವರು ಐದು ವರ್ಷ ಪೂರೈಸುತ್ತಾರೆ ಎಂಬ ವಿಶ್ವಾಸ ವ್ಯಕ್ತಪಡಿಸಿದರು. ಪಕ್ಷದ ಶಿಸ್ತು ಉಲ್ಲಂಘಿಸುವವರ ವಿರುದ್ಧ ಕ್ರಮ ಕೈಗೊಳ್ಳಲಾಗುವುದು ಎಂದು ಎಚ್ಚರಿಸಿದರು. ಸರ್ಕಾರದ ಗ್ಯಾರಂಟಿ ಯೋಜನೆಗಳು ಜನರಿಗೆ ತಲುಪುತ್ತಿವೆ ಎಂದರು.: [469, 312, 573, 391]
